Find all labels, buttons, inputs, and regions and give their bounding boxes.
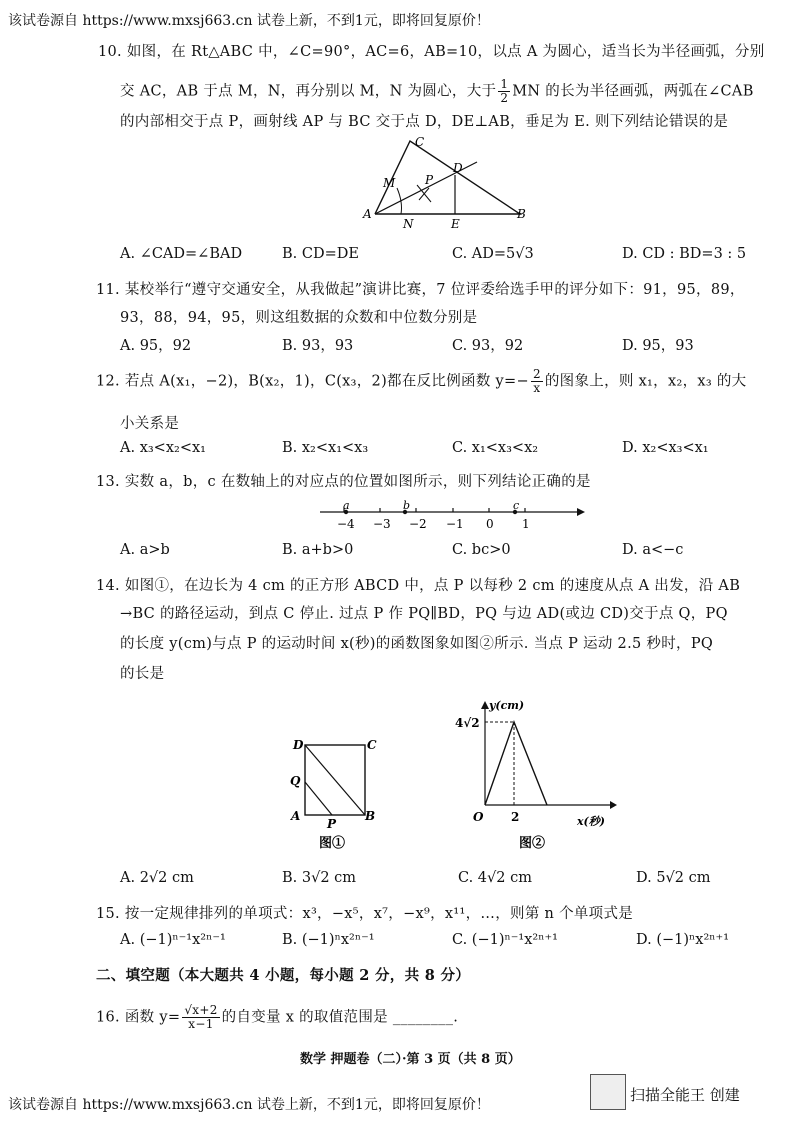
q15-option-d: D. (−1)ⁿx²ⁿ⁺¹ xyxy=(636,932,730,948)
q12-line1b: 的图象上，则 x₁，x₂，x₃ 的大 xyxy=(544,373,747,390)
q13-option-d: D. a<−c xyxy=(622,542,684,558)
q14-option-b: B. 3√2 cm xyxy=(282,870,357,886)
q10-option-a: A. ∠CAD=∠BAD xyxy=(120,246,243,262)
q15-line1: 15. 按一定规律排列的单项式：x³，−x⁵，x⁷，−x⁹，x¹¹，…，则第 n 个单项式是 xyxy=(96,906,634,922)
arc-p xyxy=(417,185,431,202)
q10-option-d: D. CD : BD=3 : 5 xyxy=(622,246,747,262)
q11-option-d: D. 95，93 xyxy=(622,338,694,354)
q12-frac-den: x xyxy=(533,381,541,395)
q12-fraction xyxy=(531,368,543,395)
q14-graph-figure xyxy=(425,695,620,855)
q10-triangle-figure xyxy=(355,130,555,240)
label-b: B xyxy=(365,809,376,823)
q14-line2: →BC 的路径运动，到点 C 停止. 过点 P 作 PQ∥BD，PQ 与边 AD(或边 CD)交于点 Q，PQ xyxy=(120,606,728,622)
q16-frac-num: √x+2 xyxy=(184,1003,218,1017)
q14-option-d: D. 5√2 cm xyxy=(636,870,711,886)
header-note: 该试卷源自 https://www.mxsj663.cn 试卷上新，不到1元，即将回复原价！ xyxy=(8,13,490,29)
q10-option-c: C. AD=5√3 xyxy=(452,246,534,262)
label-a: A xyxy=(363,207,372,221)
q16-frac-den: x−1 xyxy=(188,1017,214,1031)
q13-option-a: A. a>b xyxy=(120,542,170,558)
tick-label: −3 xyxy=(373,517,391,531)
q12-option-d: D. x₂<x₃<x₁ xyxy=(622,440,709,456)
label-d: D xyxy=(293,738,304,752)
q14-line3: 的长度 y(cm)与点 P 的运动时间 x(秒)的函数图象如图②所示. 当点 P 运动 2.5 秒时，PQ xyxy=(120,636,714,652)
axis-ticks xyxy=(344,508,525,512)
q16-answer-blank[interactable]: ________. xyxy=(392,1009,459,1026)
label-p: P xyxy=(425,173,434,187)
q12-option-b: B. x₂<x₁<x₃ xyxy=(282,440,369,456)
q11-line2: 93，88，94，95，则这组数据的众数和中位数分别是 xyxy=(120,310,478,326)
q10-frac-den: 2 xyxy=(500,91,509,105)
x-axis-label: x(秒) xyxy=(577,815,605,828)
x-axis-arrow xyxy=(610,801,617,809)
q11-option-a: A. 95，92 xyxy=(120,338,192,354)
segment-pq xyxy=(305,782,332,815)
q12-line1a: 12. 若点 A(x₁，−2)，B(x₂，1)，C(x₃，2)都在反比例函数 y=− xyxy=(96,373,529,390)
q14-option-c: C. 4√2 cm xyxy=(458,870,532,886)
label-d: D xyxy=(453,161,463,175)
tick-label: −2 xyxy=(409,517,427,531)
camscanner-logo-icon xyxy=(590,1074,626,1110)
q14-line1: 14. 如图①，在边长为 4 cm 的正方形 ABCD 中，点 P 以每秒 2 cm 的速度从点 A 出发，沿 AB xyxy=(96,578,741,594)
q10-line2b: MN 的长为半径画弧，两弧在∠CAB xyxy=(512,83,754,100)
q10-line2 xyxy=(120,78,754,105)
function-graph xyxy=(485,722,547,805)
tick-label: 0 xyxy=(486,517,494,531)
diagonal-bd xyxy=(305,745,365,815)
q13-number-line xyxy=(315,500,585,536)
q12-line1 xyxy=(96,368,746,395)
label-b: b xyxy=(403,500,411,512)
label-p: P xyxy=(327,817,337,831)
q15-option-b: B. (−1)ⁿx²ⁿ⁻¹ xyxy=(282,932,375,948)
q16-prefix: 16. 函数 y= xyxy=(96,1009,181,1026)
peak-label: 4√2 xyxy=(455,716,480,730)
y-axis-label: y(cm) xyxy=(489,699,525,712)
y-axis-arrow xyxy=(481,701,489,709)
q13-option-b: B. a+b>0 xyxy=(282,542,354,558)
label-c: C xyxy=(367,738,377,752)
q10-option-b: B. CD=DE xyxy=(282,246,359,262)
q10-line1: 10. 如图，在 Rt△ABC 中，∠C=90°，AC=6，AB=10，以点 A 为圆心，适当长为半径画弧，分别 xyxy=(98,44,765,60)
q15-option-a: A. (−1)ⁿ⁻¹x²ⁿ⁻¹ xyxy=(120,932,226,948)
label-e: E xyxy=(451,217,460,231)
q16-suffix: 的自变量 x 的取值范围是 xyxy=(221,1009,388,1026)
section-2-heading: 二、填空题（本大题共 4 小题，每小题 2 分，共 8 分） xyxy=(96,967,471,984)
q10-fraction xyxy=(498,78,510,105)
q12-option-a: A. x₃<x₂<x₁ xyxy=(120,440,206,456)
q13-line1: 13. 实数 a，b，c 在数轴上的对应点的位置如图所示，则下列结论正确的是 xyxy=(96,474,591,490)
q12-frac-num: 2 xyxy=(532,367,541,381)
q11-option-c: C. 93，92 xyxy=(452,338,524,354)
q12-line2: 小关系是 xyxy=(120,416,180,432)
q15-option-c: C. (−1)ⁿ⁻¹x²ⁿ⁺¹ xyxy=(452,932,558,948)
q13-option-c: C. bc>0 xyxy=(452,542,511,558)
label-a: a xyxy=(343,500,350,512)
q16-line xyxy=(96,1004,458,1031)
q12-option-c: C. x₁<x₃<x₂ xyxy=(452,440,539,456)
q10-line2a: 交 AC，AB 于点 M，N，再分别以 M，N 为圆心，大于 xyxy=(120,83,497,100)
label-q: Q xyxy=(290,774,301,788)
q10-frac-num: 1 xyxy=(500,77,509,91)
q14-square-figure xyxy=(285,730,385,855)
label-m: M xyxy=(383,176,396,190)
scanner-watermark: 扫描全能王 创建 xyxy=(630,1086,740,1104)
axis-arrow xyxy=(577,508,585,516)
tick-label: 1 xyxy=(522,517,530,531)
q16-fraction xyxy=(182,1004,219,1031)
q14-line4: 的长是 xyxy=(120,666,165,682)
fig2-caption: 图② xyxy=(519,836,546,851)
x-tick-2: 2 xyxy=(511,810,520,824)
q10-line3: 的内部相交于点 P，画射线 AP 与 BC 交于点 D，DE⊥AB，垂足为 E. 则下列结论错误的是 xyxy=(120,114,729,130)
page-footer: 数学 押题卷（二）·第 3 页（共 8 页） xyxy=(300,1052,521,1067)
fig1-caption: 图① xyxy=(319,836,346,851)
tick-label: −1 xyxy=(446,517,464,531)
label-c: c xyxy=(513,500,520,512)
origin-label: O xyxy=(473,810,484,824)
q11-line1: 11. 某校举行“遵守交通安全，从我做起”演讲比赛，7 位评委给选手甲的评分如下：91，95，89， xyxy=(96,282,745,298)
label-c: C xyxy=(415,135,425,149)
q14-option-a: A. 2√2 cm xyxy=(120,870,194,886)
q11-option-b: B. 93，93 xyxy=(282,338,354,354)
label-b: B xyxy=(517,207,526,221)
footer-note: 该试卷源自 https://www.mxsj663.cn 试卷上新，不到1元，即将回复原价！ xyxy=(8,1097,490,1113)
label-n: N xyxy=(403,217,414,231)
tick-label: −4 xyxy=(337,517,355,531)
label-a: A xyxy=(291,809,301,823)
